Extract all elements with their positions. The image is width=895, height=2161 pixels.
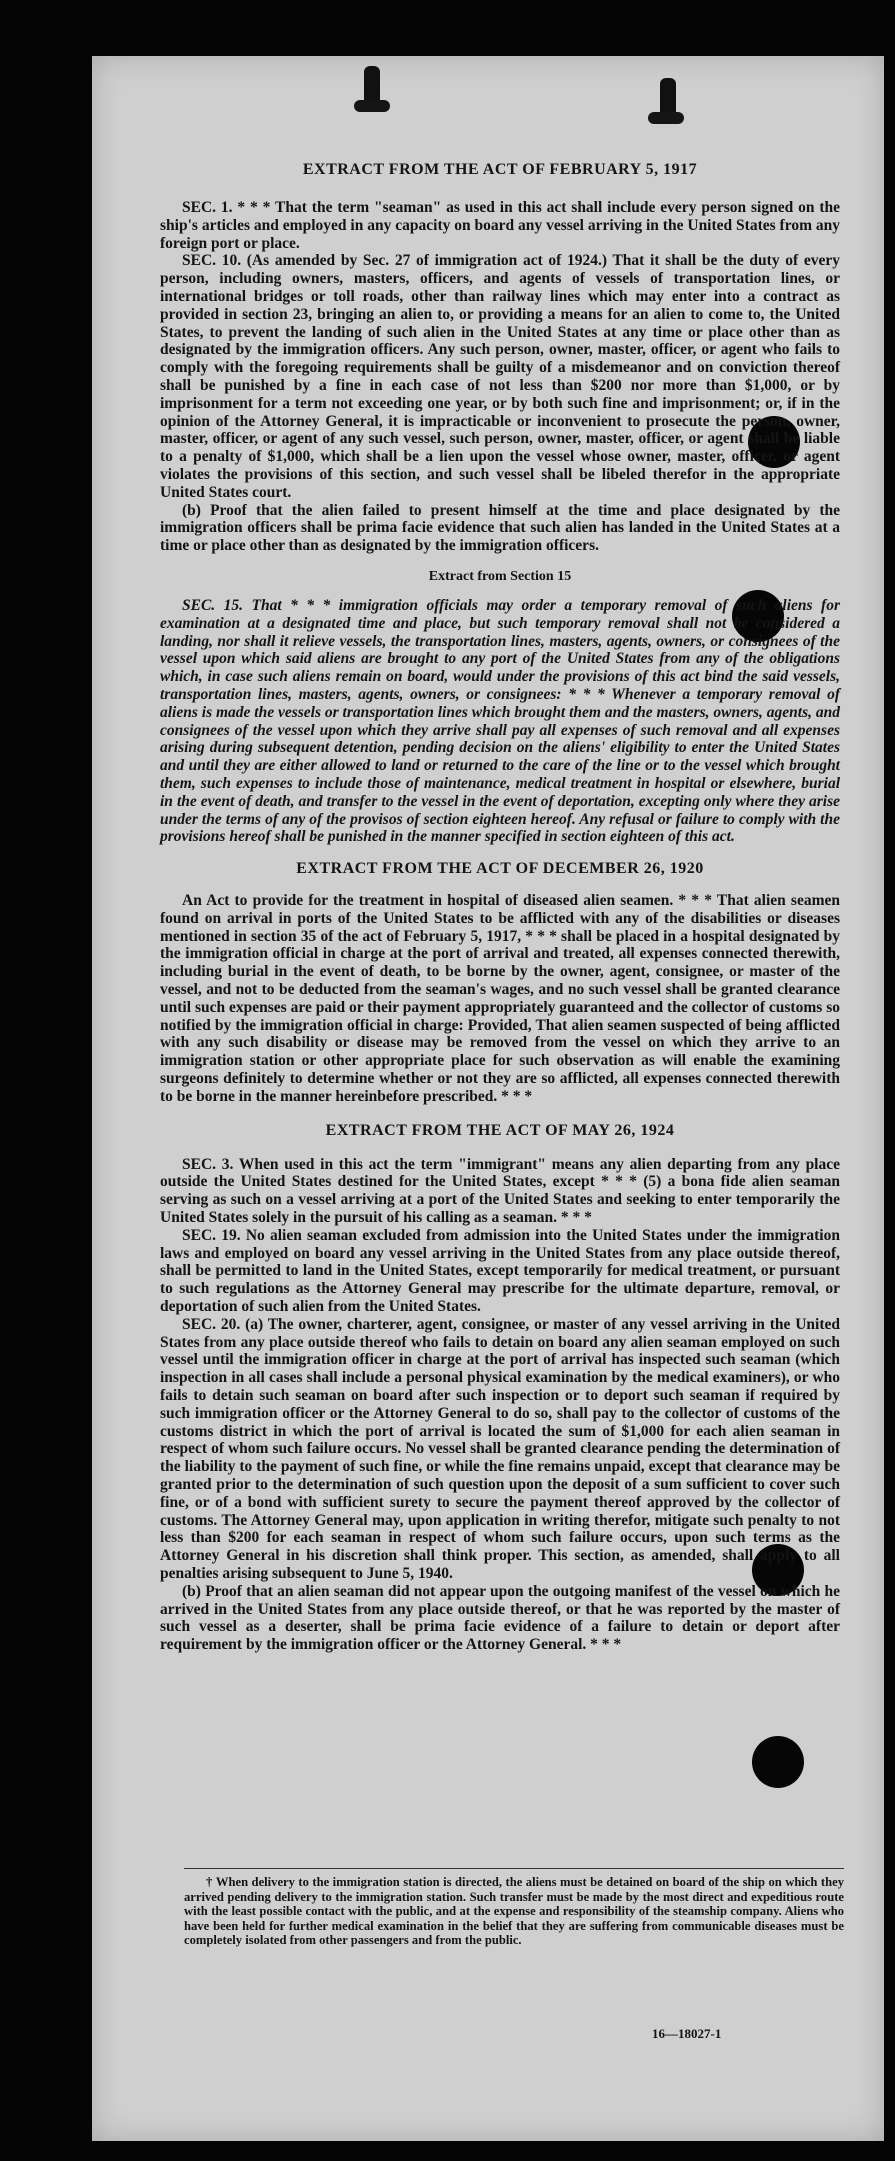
document-page bbox=[92, 56, 884, 2141]
punch-hole bbox=[752, 1736, 804, 1788]
footnote-text: † When delivery to the immigration station is directed, the aliens must be detained on board of the ship on which they arrived pending delivery to the immigration station. Such transfer must be made by the most direct and expeditious route with the least possible contact with the public, and at the expense and responsibility of the steamship company. Aliens who have been held for further medical examination in the belief that they are suffering from communicable diseases must be completely isolated from other passengers and from the public. bbox=[184, 1875, 844, 1947]
paragraph-1924-sec3: SEC. 3. When used in this act the term "immigrant" means any alien departing from any place outside the United States destined for the United States, except * * * (5) a bona fide alien seaman serving as such on a vessel arriving at a port of the United States and seeking to enter temporarily the United States solely in the pursuit of his calling as a seaman. * * * bbox=[160, 1155, 840, 1227]
paragraph-1924-sec20: SEC. 20. (a) The owner, charterer, agent, consignee, or master of any vessel arriving in the United States from any place outside thereof who fails to detain on board any alien seaman employed on such vessel until the immigration officer in charge at the port of arrival has inspected such seaman (which inspection in all cases shall include a personal physical examination by the medical examiners), or who fails to detain such seaman on board after such inspection or to deport such seaman if required by such immigration officer or the Attorney General to do so, shall pay to the collector of customs of the customs district in which the port of arrival is located the sum of $1,000 for each alien seaman in respect of whom such failure occurs. No vessel shall be granted clearance pending the determination of the liability to the payment of such fine, or while the fine remains unpaid, except that clearance may be granted prior to the determination of such question upon the deposit of a sum sufficient to cover such fine, or of a bond with sufficient surety to secure the payment thereof approved by the collector of customs. The Attorney General may, upon application in writing therefor, mitigate such penalty to not less than $200 for each seaman in respect of whom such failure occurs, upon such terms as the Attorney General in his discretion shall think proper. This section, as amended, shall apply to all penalties arising subsequent to June 5, 1940. bbox=[160, 1315, 840, 1582]
section-heading-1920: EXTRACT FROM THE ACT OF DECEMBER 26, 1920 bbox=[296, 860, 704, 878]
paragraph-1920: An Act to provide for the treatment in hospital of diseased alien seamen. * * * That alien seamen found on arrival in ports of the United States to be afflicted with any of the disabilities or diseases mentioned in section 35 of the act of February 5, 1917, * * * shall be placed in a hospital designated by the immigration official in charge at the port of arrival and treated, all expenses connected therewith, including burial in the event of death, to be borne by the owner, agent, consignee, or master of the vessel, and not to be deducted from the seaman's wages, and no such vessel shall be granted clearance until such expenses are paid or their payment appropriately guaranteed and the collector of customs so notified by the immigration official in charge: Provided, That alien seamen suspected of being afflicted with any such disability or disease may be removed from the vessel on which they arrive to an immigration station or other appropriate place for such observation as will enable the examining surgeons definitely to determine whether or not they are so afflicted, all expenses connected therewith to be borne in the manner hereinbefore prescribed. * * * bbox=[160, 892, 840, 1105]
paragraph-sec15: SEC. 15. That * * * immigration officials may order a temporary removal of such aliens for examination at a designated time and place, but such temporary removal shall not be considered a landing, nor shall it relieve vessels, the transportation lines, masters, agents, owners, or consignees of the vessel upon which said aliens are brought to any port of the United States from any of the obligations which, in case such aliens remain on board, would under the provisions of this act bind the said vessels, transportation lines, masters, agents, owners, or consignees: * * * Whenever a temporary removal of aliens is made the vessels or transportation lines which brought them and the masters, owners, agents, and consignees of the vessel upon which they arrive shall pay all expenses of such removal and all expenses arising during subsequent detention, pending decision on the aliens' eligibility to enter the United States and until they are either allowed to land or returned to the care of the line or to the vessel which brought them, such expenses to include those of maintenance, medical treatment in hospital or elsewhere, burial in the event of death, and transfer to the vessel in the event of deportation, excepting only where they arise under the terms of any of the provisos of section eighteen hereof. Any refusal or failure to comply with the provisions hereof shall be punished in the manner specified in section eighteen of this act. bbox=[160, 596, 840, 846]
form-number: 16—18027-1 bbox=[652, 2026, 722, 2041]
paragraph-1924-sec19: SEC. 19. No alien seaman excluded from admission into the United States under the immigration laws and employed on board any vessel arriving in the United States from any place outside thereof, shall be permitted to land in the United States, except temporarily for medical treatment, or pursuant to such regulations as the Attorney General may prescribe for the ultimate departure, removal, or deportation of such alien from the United States. bbox=[160, 1226, 840, 1316]
paragraph-1924-sec20b: (b) Proof that an alien seaman did not appear upon the outgoing manifest of the vessel on which he arrived in the United States from any place outside thereof, or that he was reported by the master of such vessel as a deserter, shall be prima facie evidence of a failure to detain or deport after requirement by the immigration officer or the Attorney General. * * * bbox=[160, 1582, 840, 1654]
document-body bbox=[160, 161, 840, 1654]
section-heading-1924: EXTRACT FROM THE ACT OF MAY 26, 1924 bbox=[325, 1121, 675, 1139]
paragraph-1917-sec10b: (b) Proof that the alien failed to present himself at the time and place designated by the immigration officers shall be prima facie evidence that such alien has landed in the United States at a time or place other than as designated by the immigration officers. bbox=[160, 501, 840, 555]
section-heading-sec15: Extract from Section 15 bbox=[428, 568, 572, 584]
footnote bbox=[184, 1868, 844, 1948]
paragraph-1917-sec1: SEC. 1. * * * That the term "seaman" as used in this act shall include every person signed on the ship's articles and employed in any capacity on board any vessel arriving in the United States from any foreign port or place. bbox=[160, 199, 840, 252]
section-heading-1917: EXTRACT FROM THE ACT OF FEBRUARY 5, 1917 bbox=[302, 161, 698, 178]
staple bbox=[354, 100, 390, 112]
staple bbox=[648, 112, 684, 124]
paragraph-1917-sec10: SEC. 10. (As amended by Sec. 27 of immigration act of 1924.) That it shall be the duty of every person, including owners, masters, officers, and agents of vessels of transportation lines, or international bridges or toll roads, other than railway lines which may enter into a contract as provided in section 23, bringing an alien to, or providing a means for an alien to come to, the United States, to prevent the landing of such alien in the United States at any time or place other than as designated by the immigration officers. Any such person, owner, master, officer, or agent who fails to comply with the foregoing requirements shall be guilty of a misdemeanor and on conviction thereof shall be punished by a fine in each case of not less than $200 nor more than $1,000, or by imprisonment for a term not exceeding one year, or by both such fine and imprisonment; or, if in the opinion of the Attorney General, it is impracticable or inconvenient to prosecute the person, owner, master, officer, or agent of any such vessel, such person, owner, master, officer, or agent shall be liable to a penalty of $1,000, which shall be a lien upon the vessel whose owner, master, officer, or agent violates the provisions of this section, and such vessel shall be libeled therefor in the appropriate United States court. bbox=[160, 252, 840, 501]
